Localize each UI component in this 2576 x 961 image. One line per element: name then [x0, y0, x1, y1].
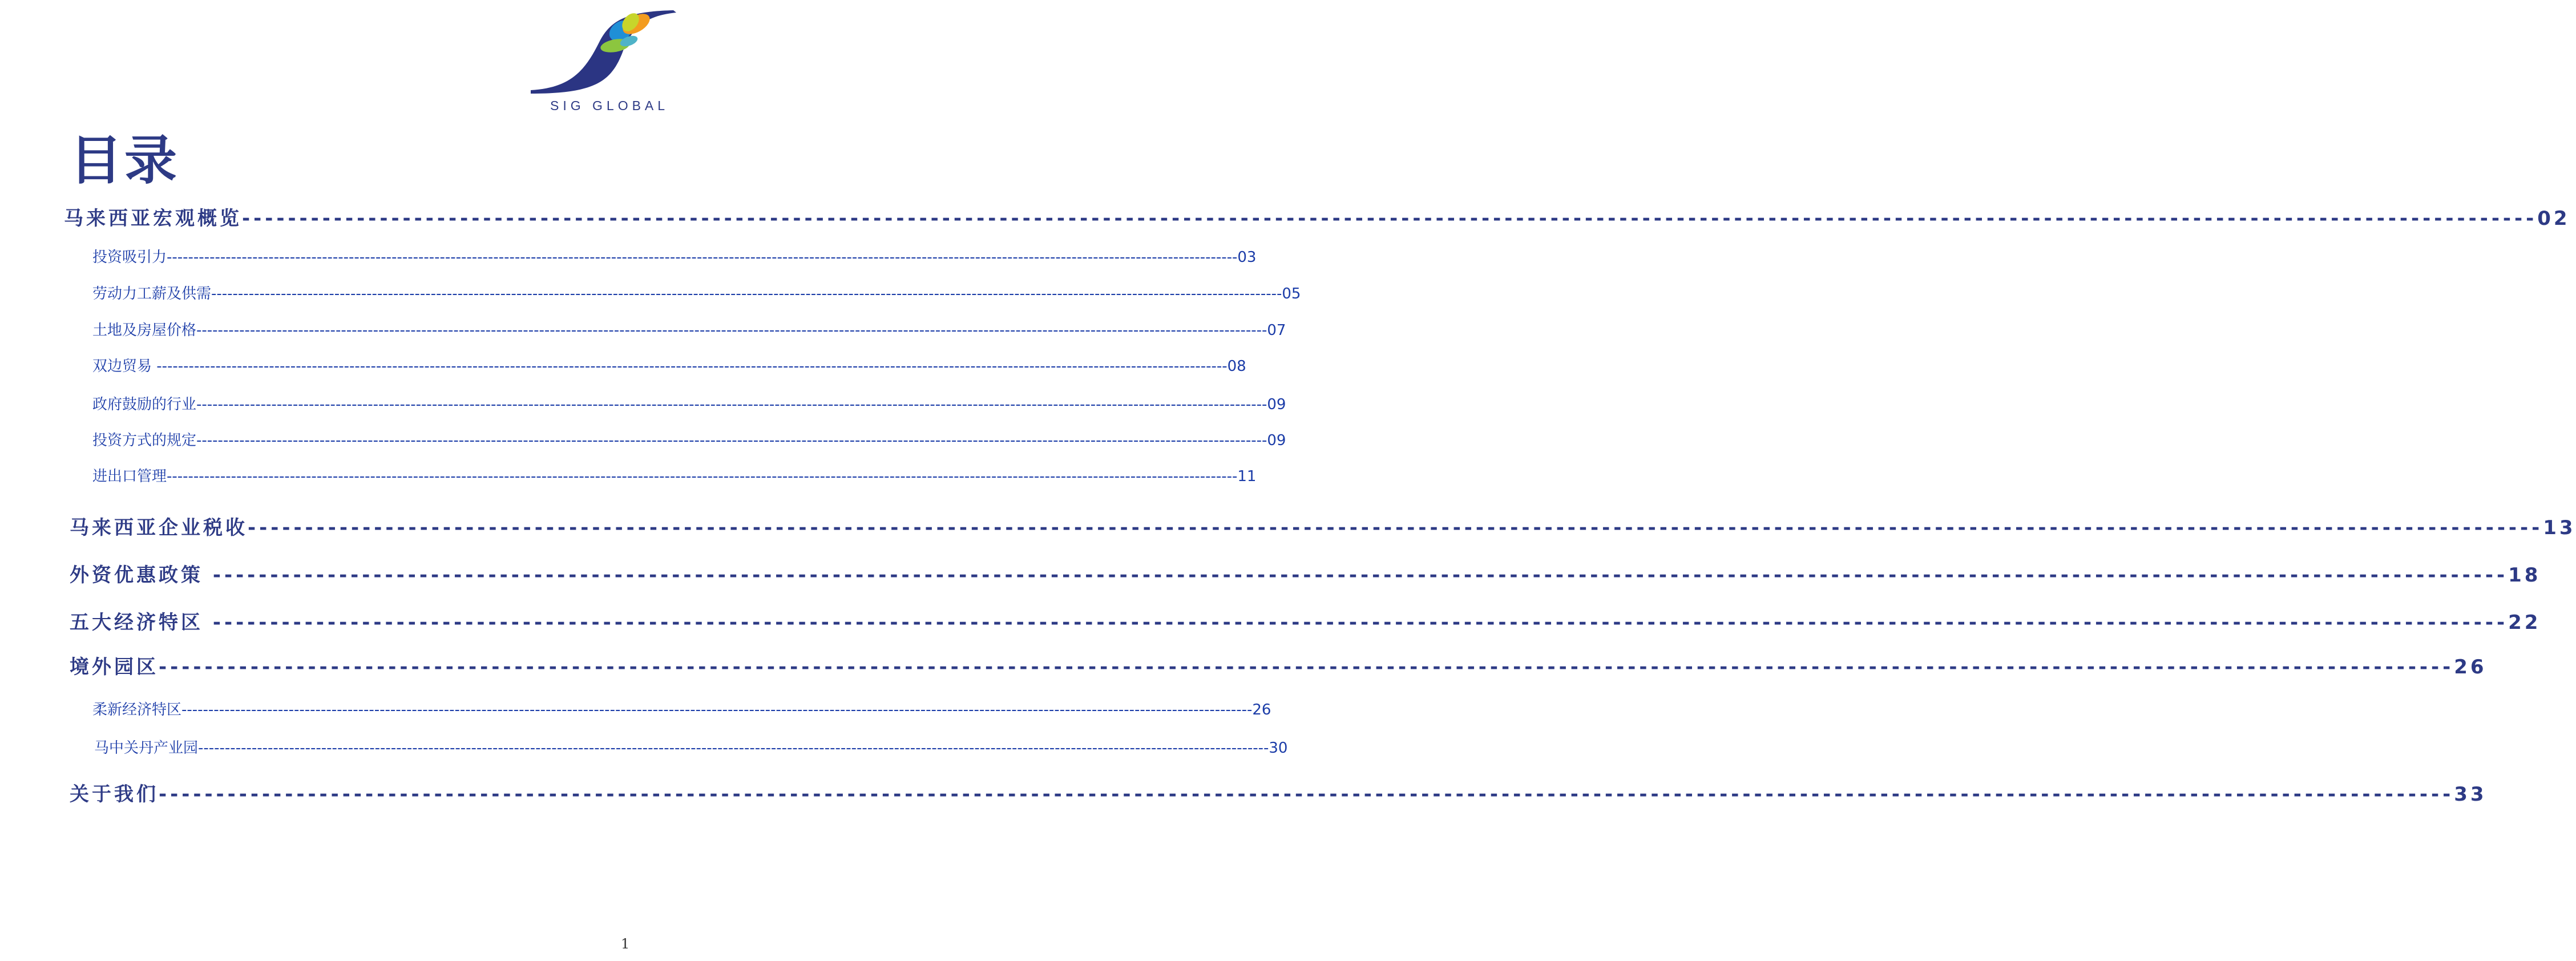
toc-entry-sub[interactable] — [92, 465, 1257, 486]
toc-page-number: 11 — [1237, 468, 1257, 485]
toc-entry-sub[interactable] — [92, 318, 1286, 340]
toc-leader: -------------------------------------------------------------------------------------------------------------------------------------------------------------------------------------------------------- — [242, 207, 2538, 230]
toc-page-number: 22 — [2508, 611, 2541, 634]
toc-page-number: 05 — [1282, 285, 1301, 302]
logo-swoosh-icon — [531, 8, 679, 99]
toc-page-number: 33 — [2454, 783, 2487, 806]
toc-entry-label: 政府鼓励的行业 — [92, 396, 197, 413]
toc-entry-sub[interactable] — [92, 429, 1286, 450]
toc-entry-label: 土地及房屋价格 — [92, 322, 197, 339]
toc-entry-sub[interactable] — [92, 698, 1271, 719]
toc-entry-sub[interactable] — [92, 393, 1286, 414]
toc-entry-label: 境外园区 — [70, 656, 159, 679]
toc-leader: -------------------------------------------------------------------------------------------------------------------------------------------------------------------------------------------------------- — [159, 783, 2454, 806]
toc-page-number: 02 — [2537, 207, 2570, 230]
toc-entry-label: 五大经济特区 — [70, 611, 213, 634]
sig-global-logo — [531, 8, 679, 116]
toc-leader: -------------------------------------------------------------------------------------------------------------------------------------------------------------------------------------------------------- — [167, 249, 1238, 266]
toc-leader: -------------------------------------------------------------------------------------------------------------------------------------------------------------------------------------------------------- — [159, 656, 2454, 679]
toc-entry-label: 马中关丹产业园 — [94, 740, 199, 757]
toc-entry-main[interactable] — [70, 651, 2487, 679]
toc-page-number: 09 — [1267, 432, 1286, 449]
toc-entry-main[interactable] — [64, 203, 2570, 231]
toc-entry-sub[interactable] — [92, 245, 1257, 267]
toc-page-number: 07 — [1267, 322, 1286, 339]
toc-page-number: 08 — [1227, 358, 1246, 375]
toc-entry-label: 关于我们 — [70, 783, 159, 806]
toc-leader: -------------------------------------------------------------------------------------------------------------------------------------------------------------------------------------------------------- — [198, 740, 1269, 757]
toc-entry-sub[interactable] — [92, 354, 1246, 375]
toc-entry-label: 柔新经济特区 — [92, 701, 182, 718]
toc-leader: -------------------------------------------------------------------------------------------------------------------------------------------------------------------------------------------------------- — [196, 432, 1267, 449]
toc-page-number: 30 — [1269, 740, 1288, 757]
toc-page-number: 18 — [2508, 564, 2541, 587]
toc-page-number: 26 — [2454, 656, 2487, 679]
toc-leader: -------------------------------------------------------------------------------------------------------------------------------------------------------------------------------------------------------- — [248, 516, 2543, 539]
toc-entry-label: 马来西亚企业税收 — [70, 516, 248, 539]
toc-entry-label: 进出口管理 — [92, 468, 167, 485]
toc-leader: -------------------------------------------------------------------------------------------------------------------------------------------------------------------------------------------------------- — [167, 468, 1238, 485]
toc-leader: -------------------------------------------------------------------------------------------------------------------------------------------------------------------------------------------------------- — [156, 358, 1228, 375]
page-title: 目录 — [70, 130, 180, 191]
toc-entry-label: 马来西亚宏观概览 — [64, 207, 242, 230]
toc-entry-label: 投资吸引力 — [92, 249, 167, 266]
toc-page-number: 26 — [1252, 701, 1271, 718]
toc-leader: -------------------------------------------------------------------------------------------------------------------------------------------------------------------------------------------------------- — [196, 322, 1267, 339]
toc-entry-main[interactable] — [70, 607, 2541, 635]
toc-entry-label: 投资方式的规定 — [92, 432, 197, 449]
toc-entry-label: 劳动力工薪及供需 — [92, 285, 212, 302]
toc-entry-main[interactable] — [70, 778, 2487, 806]
page-number: 1 — [621, 936, 630, 952]
toc-entry-main[interactable] — [70, 512, 2576, 540]
toc-entry-main[interactable] — [70, 559, 2541, 587]
toc-leader: -------------------------------------------------------------------------------------------------------------------------------------------------------------------------------------------------------- — [211, 285, 1282, 302]
toc-entry-label: 双边贸易 — [92, 358, 157, 375]
logo-text: SIG GLOBAL — [550, 98, 669, 113]
toc-page-number: 09 — [1267, 396, 1286, 413]
toc-entry-sub[interactable] — [94, 736, 1288, 757]
toc-leader: -------------------------------------------------------------------------------------------------------------------------------------------------------------------------------------------------------- — [196, 396, 1267, 413]
toc-entry-sub[interactable] — [92, 282, 1301, 303]
toc-page-number: 13 — [2543, 516, 2576, 539]
toc-page-number: 03 — [1237, 249, 1257, 266]
toc-leader: -------------------------------------------------------------------------------------------------------------------------------------------------------------------------------------------------------- — [212, 564, 2509, 587]
toc-entry-label: 外资优惠政策 — [70, 564, 213, 587]
toc-leader: -------------------------------------------------------------------------------------------------------------------------------------------------------------------------------------------------------- — [181, 701, 1253, 718]
toc-leader: -------------------------------------------------------------------------------------------------------------------------------------------------------------------------------------------------------- — [212, 611, 2509, 634]
